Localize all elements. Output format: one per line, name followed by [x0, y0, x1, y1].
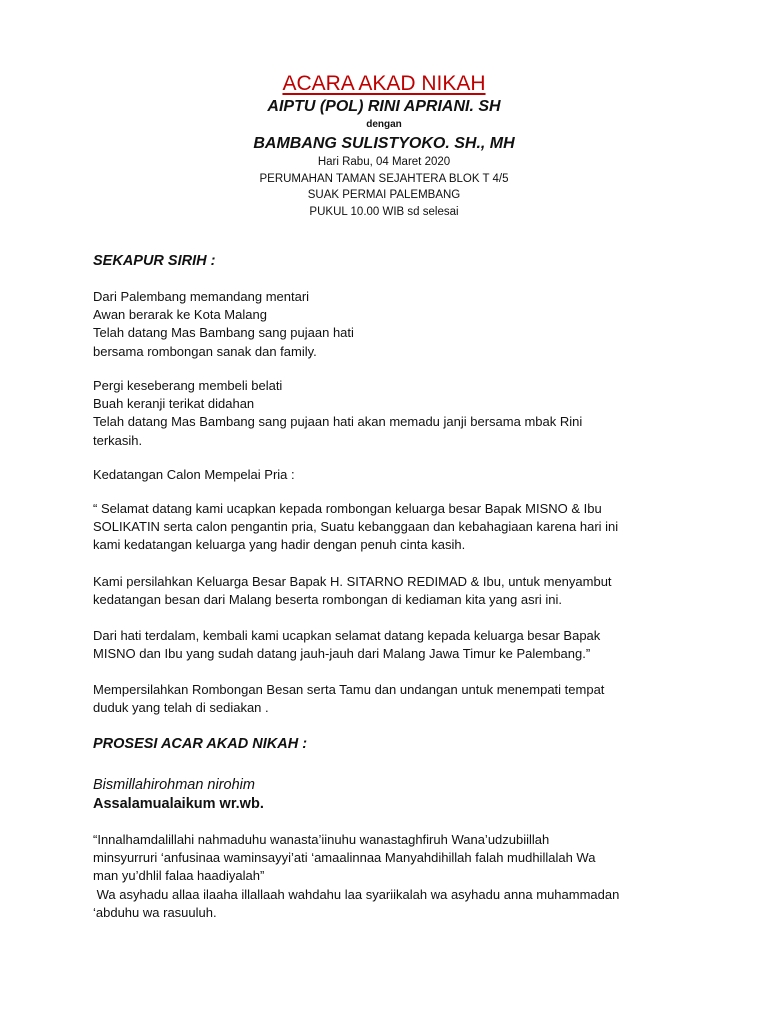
bismillah-line: Bismillahirohman nirohim — [93, 777, 255, 793]
paragraph-line: SOLIKATIN serta calon pengantin pria, Suatu kebanggaan dan kebahagiaan karena hari ini — [93, 519, 619, 535]
closing-paragraph — [93, 627, 693, 663]
event-address: PERUMAHAN TAMAN SEJAHTERA BLOK T 4/5 — [259, 172, 509, 185]
stanza-line: Buah keranji terikat didahan — [93, 396, 255, 412]
stanza-line: bersama rombongan sanak dan family. — [93, 343, 317, 359]
welcome-paragraph — [93, 500, 693, 555]
paragraph-line: Mempersilahkan Rombongan Besan serta Tamu dan undangan untuk menempati tempat — [93, 682, 605, 697]
pantun-stanza-1 — [93, 288, 693, 361]
paragraph-line: kedatangan besan dari Malang beserta rombongan di kediaman kita yang asri ini. — [93, 592, 563, 608]
bride-name: AIPTU (POL) RINI APRIANI. SH — [267, 98, 501, 115]
event-time: PUKUL 10.00 WIB sd selesai — [309, 205, 459, 218]
event-area: SUAK PERMAI PALEMBANG — [307, 189, 461, 201]
paragraph-line: MISNO dan Ibu yang sudah datang jauh-jauh dari Malang Jawa Timur ke Palembang.” — [93, 646, 591, 662]
paragraph-line: Dari hati terdalam, kembali kami ucapkan selamat datang kepada keluarga besar Bapak — [93, 628, 601, 643]
event-info — [0, 154, 768, 220]
salam-line: Assalamualaikum wr.wb. — [93, 796, 264, 812]
paragraph-line: “ Selamat datang kami ucapkan kepada rombongan keluarga besar Bapak MISNO & Ibu — [93, 501, 602, 516]
paragraph-line: ‘abduhu wa rasuuluh. — [93, 904, 217, 920]
conjunction-dengan: dengan — [366, 119, 402, 130]
paragraph-line: man yu’dhlil falaa haadiyalah” — [93, 868, 265, 884]
stanza-line: Dari Palembang memandang mentari — [93, 289, 310, 304]
stanza-line: Awan berarak ke Kota Malang — [93, 307, 267, 323]
paragraph-line: duduk yang telah di sediakan . — [93, 700, 269, 716]
stanza-line: Pergi keseberang membeli belati — [93, 378, 283, 393]
pantun-stanza-2 — [93, 377, 693, 450]
paragraph-line: kami kedatangan keluarga yang hadir dengan penuh cinta kasih. — [93, 537, 466, 553]
document-title: ACARA AKAD NIKAH — [282, 72, 486, 95]
paragraph-line: Kami persilahkan Keluarga Besar Bapak H. SITARNO REDIMAD & Ibu, untuk menyambut — [93, 574, 612, 589]
paragraph-line: minsyurruri ‘anfusinaa waminsayyi’ati ‘amaalinnaa Manyahdihillah falah mudhillalah Wa — [93, 850, 596, 866]
opening-prayer — [93, 831, 693, 922]
paragraph-line: Wa asyhadu allaa ilaaha illallaah wahdahu laa syariikalah wa asyhadu anna muhammadan — [93, 886, 620, 902]
section-heading-sekapur-sirih: SEKAPUR SIRIH : — [93, 253, 216, 269]
stanza-line: terkasih. — [93, 432, 143, 448]
stanza-line: Telah datang Mas Bambang sang pujaan hati — [93, 325, 354, 341]
groom-name: BAMBANG SULISTYOKO. SH., MH — [253, 135, 515, 152]
paragraph-line: “Innalhamdalillahi nahmaduhu wanasta’iinuhu wanastaghfiruh Wana’udzubiillah — [93, 832, 550, 847]
seating-paragraph — [93, 681, 693, 717]
section-heading-prosesi: PROSESI ACAR AKAD NIKAH : — [93, 736, 308, 752]
kedatangan-label: Kedatangan Calon Mempelai Pria : — [93, 467, 295, 482]
invite-paragraph — [93, 573, 693, 609]
stanza-line: Telah datang Mas Bambang sang pujaan hati akan memadu janji bersama mbak Rini — [93, 414, 583, 430]
event-date: Hari Rabu, 04 Maret 2020 — [317, 156, 451, 168]
